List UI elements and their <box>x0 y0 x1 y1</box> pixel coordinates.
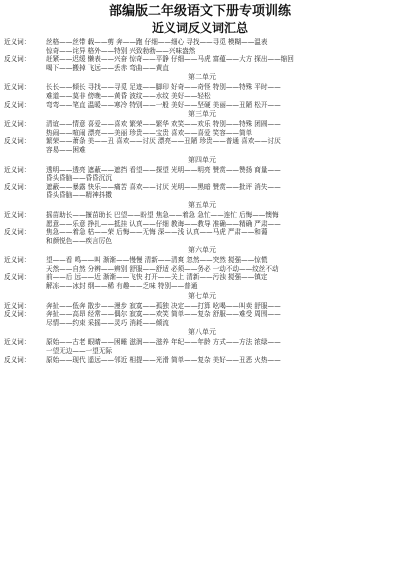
row-words: 喝下——搬掉 飞远——丢赤 弯曲——黄直 <box>46 63 169 72</box>
row-label: 反义词： <box>4 55 31 64</box>
row-label <box>4 64 46 73</box>
row-words: 一望无边——一望无际 <box>46 347 112 356</box>
row-words: 奔扯——高昂 经常——偶尔 寂寞——欢笑 简单——复杂 舒服——难受 周围—— <box>46 310 281 319</box>
row-words: 焦急——着急 枯——荣 后悔——无悔 深——浅 认真——马虎 严肃——和蔼 <box>46 228 268 237</box>
unit-heading: 第五单元 <box>188 200 216 209</box>
row-words: 惊奇——诧异 格外——特别 兴致勃勃——兴味盎然 <box>46 46 196 55</box>
word-pair-row-continuation <box>4 64 400 73</box>
unit-heading: 第四单元 <box>188 155 216 164</box>
row-label: 近义词： <box>4 338 31 347</box>
word-pair-row-continuation <box>4 92 400 101</box>
row-words: 昏头昏脑——昏昏沉沉 <box>46 174 112 183</box>
row-words: 天然——自然 分辨——辨别 舒服——舒适 必须——务必 一动不动——纹丝不动 <box>46 264 279 273</box>
word-pair-row <box>4 101 400 110</box>
row-label: 反义词： <box>4 355 31 364</box>
word-pair-row <box>4 166 400 175</box>
row-label <box>4 237 46 246</box>
row-words: 难道——莫非 傍晚——黄昏 波纹——水纹 美好——轻松 <box>46 91 211 100</box>
row-words: 遮蔽——暴露 快乐——痛苦 喜欢——讨厌 光明——黑暗 赞赏——批评 消失—— <box>46 182 281 191</box>
word-pair-row-continuation <box>4 282 400 291</box>
word-pair-row-continuation <box>4 146 400 155</box>
row-words: 昏头昏脑——精神抖擞 <box>46 191 112 200</box>
word-pair-row-continuation <box>4 174 400 183</box>
word-pair-row-continuation <box>4 129 400 138</box>
row-words: 尽情——约束 采摇——灵巧 消耗——倾流 <box>46 318 169 327</box>
row-label: 近义词： <box>4 256 31 265</box>
word-pair-row-continuation <box>4 265 400 274</box>
unit-heading: 第八单元 <box>188 328 216 337</box>
word-pair-row <box>4 183 400 192</box>
row-words: 繁荣——萧条 美——丑 喜欢——讨厌 漂亮——丑陋 珍贵——普通 喜欢——讨厌 <box>46 137 281 146</box>
row-label: 反义词： <box>4 310 31 319</box>
row-words: 赶紧——迟缓 懒表——兴奋 惊奇——平静 仔细——马虎 富蕴——大方 探出——缩回 <box>46 55 294 64</box>
word-pair-row <box>4 120 400 129</box>
unit-heading: 第六单元 <box>188 246 216 255</box>
row-words: 愿意——乐意 挣扎——抵挂 认真——仔细 教诲——教导 准确——精确 严肃—— <box>46 219 281 228</box>
row-label: 近义词： <box>4 210 31 219</box>
row-words: 透明——透亮 遮蔽——遮挡 看望——探望 光明——明亮 赞赏——赞扬 商量—— <box>46 165 281 174</box>
row-label <box>4 92 46 101</box>
word-pair-row <box>4 338 400 347</box>
word-pair-row <box>4 38 400 47</box>
row-label <box>4 347 46 356</box>
unit-heading: 第二单元 <box>188 73 216 82</box>
row-words: 奔扯——低奔 散步——漫步 寂寞——孤独 决定——打算 吆喝——叫卖 舒服—— <box>46 301 281 310</box>
row-words: 热闹——喧闹 漂亮——美丽 珍贵——宝贵 喜欢——喜爱 笑容——简单 <box>46 128 253 137</box>
page-title: 部编版二年级语文下册专项训练 <box>108 4 291 19</box>
row-words: 丝格——丝带 载——剪 奔——跑 仔细——细心 寻找——寻觅 模糊——温表 <box>46 38 268 46</box>
word-pair-row <box>4 356 400 365</box>
word-pair-row-continuation <box>4 237 400 246</box>
row-label <box>4 220 46 229</box>
row-words: 摇苗助长——揠苗助长 巴望——盼望 焦急——着急 急忙——连忙 后悔——懊悔 <box>46 210 279 219</box>
word-list <box>0 38 400 364</box>
row-label <box>4 319 46 328</box>
row-label: 近义词： <box>4 120 31 129</box>
row-label: 反义词： <box>4 228 31 237</box>
row-label: 反义词： <box>4 100 31 109</box>
row-words: 弯弯——笔直 温暖——寒冷 特别——一般 美好——坚硬 美丽——丑陋 松开—— <box>46 100 281 109</box>
row-words: 和颜悦色——疾言厉色 <box>46 236 112 245</box>
row-label <box>4 191 46 200</box>
unit-heading: 第三单元 <box>188 110 216 119</box>
row-words: 容易——困难 <box>46 145 86 154</box>
page-subtitle: 近义词反义词汇总 <box>151 21 248 35</box>
row-label <box>4 146 46 155</box>
word-pair-row <box>4 228 400 237</box>
word-pair-row <box>4 256 400 265</box>
word-pair-row <box>4 310 400 319</box>
row-label: 反义词： <box>4 273 31 282</box>
word-pair-row <box>4 55 400 64</box>
word-pair-row <box>4 302 400 311</box>
row-words: 解冻——冰封 纲——稀 有趣——乏味 特别——普通 <box>46 282 198 291</box>
word-pair-row-continuation <box>4 319 400 328</box>
word-pair-row-continuation <box>4 347 400 356</box>
row-words: 原始——现代 遥远——邻近 相提——光滑 简单——复杂 美好——丑恶 火热—— <box>46 355 281 364</box>
row-label: 反义词： <box>4 182 31 191</box>
word-pair-row <box>4 211 400 220</box>
row-label: 反义词： <box>4 137 31 146</box>
word-pair-row-continuation <box>4 47 400 56</box>
word-pair-row <box>4 83 400 92</box>
unit-heading: 第七单元 <box>188 291 216 300</box>
word-pair-row <box>4 137 400 146</box>
row-label: 近义词： <box>4 83 31 92</box>
row-label: 近义词： <box>4 301 31 310</box>
row-words: 清谊——情意 喜爱——喜欢 繁荣——繁华 欢笑——欢乐 特别——特殊 团圆—— <box>46 120 281 129</box>
word-pair-row-continuation <box>4 220 400 229</box>
row-label <box>4 174 46 183</box>
row-words: 长长——倾长 寻找——寻觅 足迹——脚印 好奇——奇怪 特别——特殊 平时—— <box>46 83 281 92</box>
word-pair-row-continuation <box>4 191 400 200</box>
row-label: 近义词： <box>4 165 31 174</box>
row-words: 前——后 远——近 渐渐——飞快 打开——关上 清新——污浊 搅强——镇定 <box>46 273 268 282</box>
row-words: 原始——古老 眼睛——困睡 滋润——滋养 年纪——年龄 方式——方法 浓绿—— <box>46 338 281 347</box>
row-label <box>4 47 46 56</box>
word-pair-row <box>4 273 400 282</box>
row-label: 近义词： <box>4 38 31 46</box>
row-words: 望——看 鸣——叫 渐渐——慢慢 清新——清爽 忽然——突然 搅强——惊慌 <box>46 256 268 265</box>
row-label <box>4 282 46 291</box>
